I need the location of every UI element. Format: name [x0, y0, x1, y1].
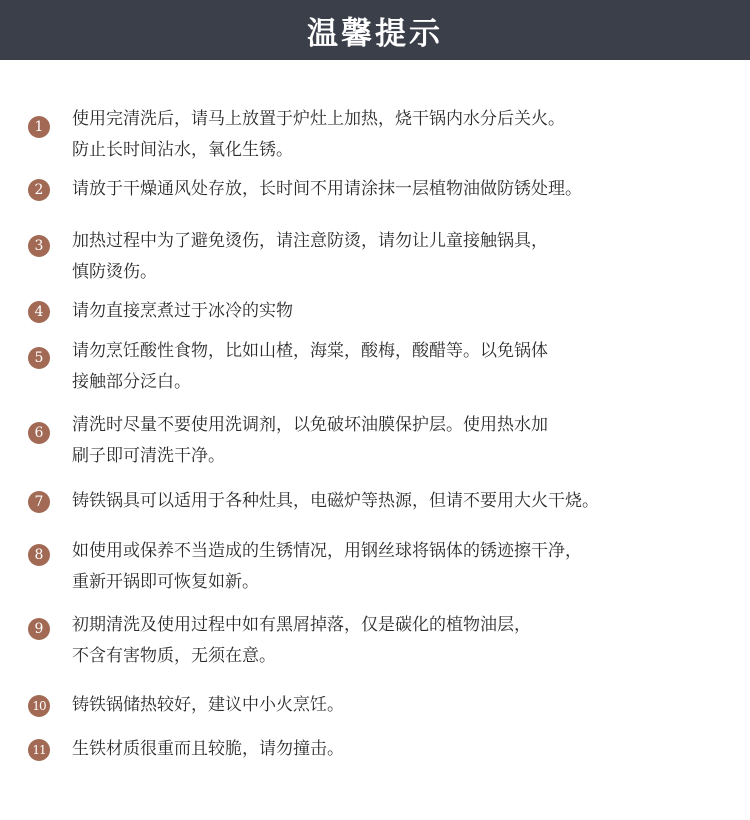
tip-number-badge: 10: [28, 695, 50, 717]
tip-number-badge: 6: [28, 422, 50, 444]
tip-text: 清洗时尽量不要使用洗调剂，以免破坏油膜保护层。使用热水加 刷子即可清洗干净。: [72, 415, 548, 466]
tip-number-badge: 1: [28, 116, 50, 138]
tip-number-badge: 4: [28, 301, 50, 323]
tip-text: 请勿烹饪酸性食物，比如山楂，海棠，酸梅，酸醋等。以免锅体 接触部分泛白。: [72, 341, 548, 392]
page-title: 温馨提示: [307, 15, 443, 52]
tip-number-badge: 5: [28, 347, 50, 369]
tip-text: 铸铁锅储热较好，建议中小火烹饪。: [72, 695, 344, 715]
tip-text: 初期清洗及使用过程中如有黑屑掉落，仅是碳化的植物油层， 不含有害物质，无须在意。: [72, 615, 531, 666]
tip-number-badge: 2: [28, 179, 50, 201]
tip-text: 请勿直接烹煮过于冰冷的实物: [72, 301, 293, 321]
tip-number-badge: 9: [28, 618, 50, 640]
tip-text: 如使用或保养不当造成的生锈情况，用钢丝球将锅体的锈迹擦干净， 重新开锅即可恢复如新。: [72, 541, 582, 592]
tip-number-badge: 8: [28, 544, 50, 566]
tip-number-badge: 7: [28, 491, 50, 513]
tip-number-badge: 11: [28, 739, 50, 761]
header-bar: [0, 0, 750, 60]
tip-text: 铸铁锅具可以适用于各种灶具，电磁炉等热源，但请不要用大火干烧。: [72, 491, 599, 511]
tip-text: 使用完清洗后，请马上放置于炉灶上加热，烧干锅内水分后关火。 防止长时间沾水，氧化生锈。: [72, 109, 565, 160]
tip-text: 生铁材质很重而且较脆，请勿撞击。: [72, 739, 344, 759]
tip-number-badge: 3: [28, 235, 50, 257]
tip-text: 加热过程中为了避免烫伤，请注意防烫，请勿让儿童接触锅具， 慎防烫伤。: [72, 231, 548, 282]
tip-text: 请放于干燥通风处存放，长时间不用请涂抹一层植物油做防锈处理。: [72, 179, 582, 199]
